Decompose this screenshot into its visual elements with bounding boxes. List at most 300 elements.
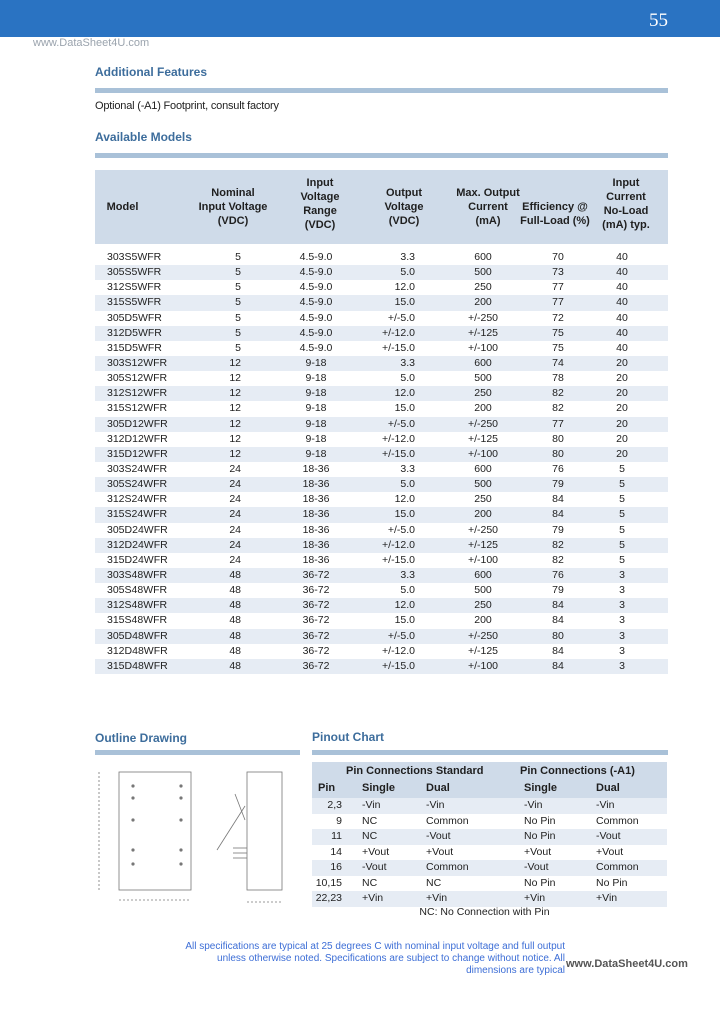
table-cell: 303S12WFR [107, 356, 168, 369]
table-cell: 312D48WFR [107, 644, 168, 657]
table-row [95, 265, 668, 280]
table-cell: +/-100 [467, 553, 499, 566]
table-cell: 24 [229, 462, 241, 475]
table-cell: +Vin [524, 892, 546, 904]
table-cell: 18-36 [302, 523, 330, 536]
table-cell: 200 [474, 296, 492, 309]
table-cell: 3 [619, 599, 625, 612]
table-cell: 80 [552, 629, 564, 642]
table-cell: 312S48WFR [107, 599, 168, 612]
table-cell: 15.0 [394, 614, 415, 627]
table-row [95, 629, 668, 644]
table-cell: -Vout [596, 830, 621, 842]
table-cell: 9-18 [305, 432, 327, 445]
table-cell: 5 [235, 266, 241, 279]
table-cell: 80 [552, 432, 564, 445]
table-cell: 77 [552, 281, 564, 294]
table-cell: No Pin [524, 830, 556, 842]
table-cell: 84 [552, 659, 564, 672]
table-cell: 36-72 [302, 644, 330, 657]
table-cell: 75 [552, 326, 564, 339]
table-cell: 315D48WFR [107, 659, 168, 672]
table-cell: 12.0 [394, 493, 415, 506]
table-cell: 312D24WFR [107, 538, 168, 551]
table-cell: 24 [229, 538, 241, 551]
table-cell: 312D5WFR [107, 326, 162, 339]
table-cell: +Vout [596, 845, 624, 858]
table-cell: 2,3 [327, 799, 342, 811]
table-cell: 5 [235, 341, 241, 354]
table-cell: 315D24WFR [107, 553, 168, 566]
table-cell: Common [426, 814, 469, 827]
table-cell: +/-15.0 [382, 659, 415, 672]
table-cell: -Vout [426, 830, 451, 842]
table-cell: 305S12WFR [107, 372, 168, 385]
table-cell: 5 [619, 493, 625, 506]
outline-drawing-image [95, 760, 300, 930]
table-cell: +/-15.0 [382, 341, 415, 354]
table-cell: Common [596, 861, 639, 873]
table-cell: 20 [616, 432, 628, 445]
table-cell: 303S5WFR [107, 251, 162, 263]
table-cell: 79 [552, 478, 564, 491]
table-row [95, 447, 668, 462]
table-cell: 24 [229, 508, 241, 521]
table-cell: 18-36 [302, 538, 330, 551]
table-cell: 305D5WFR [107, 311, 162, 324]
table-cell: 15.0 [394, 402, 415, 415]
table-cell: 18-36 [302, 493, 330, 506]
table-cell: 82 [552, 402, 564, 415]
column-header: Input Current No-Load (mA) typ. [602, 177, 650, 231]
table-cell: 40 [616, 341, 628, 354]
table-cell: 48 [229, 644, 241, 657]
table-cell: 40 [616, 251, 628, 263]
table-cell: 78 [552, 372, 564, 385]
pinout-chart-title: Pinout Chart [312, 730, 384, 744]
table-cell: -Vin [362, 799, 381, 811]
table-cell: 250 [474, 599, 492, 612]
pinout-table-body [312, 798, 667, 907]
table-cell: 600 [474, 356, 492, 369]
table-cell: 315D5WFR [107, 341, 162, 354]
table-cell: +/-100 [467, 447, 499, 460]
table-cell: 5 [235, 311, 241, 324]
table-cell: 24 [229, 553, 241, 566]
table-cell: 600 [474, 251, 492, 263]
table-cell: 9-18 [305, 372, 327, 385]
table-cell: +Vout [524, 845, 552, 858]
table-cell: 20 [616, 447, 628, 460]
table-row [95, 280, 668, 295]
table-cell: 3 [619, 659, 625, 672]
table-cell: 250 [474, 387, 492, 400]
table-row [95, 477, 668, 492]
column-header: Model [106, 201, 139, 213]
table-cell: 315S12WFR [107, 402, 168, 415]
table-cell: +/-100 [467, 341, 499, 354]
table-row [95, 507, 668, 522]
table-cell: 76 [552, 568, 564, 581]
table-cell: 5 [235, 281, 241, 294]
table-cell: +/-250 [467, 311, 499, 324]
additional-features-text: Optional (-A1) Footprint, consult factory [95, 100, 279, 112]
section-rule [95, 153, 668, 158]
table-cell: 77 [552, 417, 564, 430]
table-cell: +/-125 [467, 326, 499, 339]
table-cell: NC [362, 814, 378, 827]
table-cell: +/-12.0 [382, 326, 415, 339]
table-cell: 84 [552, 493, 564, 506]
table-row [95, 250, 668, 265]
table-cell: 12 [229, 387, 241, 400]
table-cell: 3.3 [400, 568, 415, 581]
table-cell: 315D12WFR [107, 447, 168, 460]
table-row [95, 568, 668, 583]
column-header: Max. Output Current (mA) [456, 187, 520, 227]
table-cell: +/-15.0 [382, 553, 415, 566]
table-row [312, 876, 667, 892]
column-header: Efficiency @ Full-Load (%) [520, 201, 590, 227]
table-cell: 303S48WFR [107, 568, 168, 581]
section-rule [95, 750, 300, 755]
table-cell: 315S5WFR [107, 296, 162, 309]
table-cell: 24 [229, 478, 241, 491]
table-cell: 5 [235, 326, 241, 339]
table-cell: +/-12.0 [382, 644, 415, 657]
header-bar [0, 0, 720, 37]
table-cell: 305D12WFR [107, 417, 168, 430]
table-row [312, 860, 667, 876]
table-cell: 312S5WFR [107, 281, 162, 294]
table-cell: -Vout [524, 861, 549, 873]
table-cell: 5 [619, 478, 625, 491]
table-row [95, 644, 668, 659]
page-number: 55 [649, 10, 668, 31]
table-cell: +/-125 [467, 432, 499, 445]
pin-group-header-standard: Pin Connections Standard [346, 765, 484, 777]
table-cell: +/-5.0 [387, 523, 415, 536]
table-cell: -Vin [426, 799, 445, 811]
table-cell: 40 [616, 281, 628, 294]
table-cell: 40 [616, 311, 628, 324]
table-row [95, 613, 668, 628]
table-cell: 3 [619, 629, 625, 642]
table-row [95, 356, 668, 371]
table-cell: +Vout [426, 845, 454, 858]
table-cell: +/-125 [467, 538, 499, 551]
table-cell: 500 [474, 478, 492, 491]
pin-sub-header: Pin [318, 782, 336, 794]
table-cell: +Vin [596, 892, 618, 904]
table-cell: NC [362, 830, 378, 842]
table-cell: 48 [229, 599, 241, 612]
section-rule [95, 88, 668, 93]
table-cell: 82 [552, 553, 564, 566]
table-cell: 250 [474, 493, 492, 506]
table-cell: 305S48WFR [107, 584, 168, 597]
table-cell: 12 [229, 447, 241, 460]
table-cell: 3.3 [400, 356, 415, 369]
table-cell: 3.3 [400, 251, 415, 263]
table-cell: 5 [619, 508, 625, 521]
table-cell: 84 [552, 644, 564, 657]
table-cell: 12 [229, 372, 241, 385]
table-cell: 76 [552, 462, 564, 475]
table-cell: 312D12WFR [107, 432, 168, 445]
table-cell: 40 [616, 266, 628, 279]
table-cell: 4.5-9.0 [299, 311, 333, 324]
table-cell: +/-15.0 [382, 447, 415, 460]
table-cell: 36-72 [302, 659, 330, 672]
table-row [95, 326, 668, 341]
table-cell: +Vout [362, 845, 390, 858]
table-cell: 3 [619, 584, 625, 597]
table-cell: 305D24WFR [107, 523, 168, 536]
table-cell: -Vout [362, 861, 387, 873]
table-cell: 72 [552, 311, 564, 324]
table-cell: 4.5-9.0 [299, 296, 333, 309]
table-cell: 36-72 [302, 629, 330, 642]
outline-drawing-title: Outline Drawing [95, 731, 188, 745]
table-cell: 9-18 [305, 356, 327, 369]
table-row [95, 401, 668, 416]
table-cell: 84 [552, 614, 564, 627]
table-cell: +/-12.0 [382, 432, 415, 445]
table-row [95, 553, 668, 568]
table-cell: Common [426, 861, 469, 873]
table-row [312, 798, 667, 814]
table-cell: 12.0 [394, 387, 415, 400]
table-cell: 75 [552, 341, 564, 354]
table-row [95, 371, 668, 386]
watermark-bottom: www.DataSheet4U.com [566, 958, 688, 970]
table-row [312, 845, 667, 861]
table-row [95, 417, 668, 432]
table-row [95, 386, 668, 401]
table-cell: 200 [474, 614, 492, 627]
table-cell: +/-5.0 [387, 311, 415, 324]
table-cell: 200 [474, 402, 492, 415]
pin-sub-header: Dual [426, 782, 450, 794]
table-row [95, 462, 668, 477]
table-cell: 22,23 [315, 892, 342, 904]
table-cell: 20 [616, 356, 628, 369]
table-cell: 18-36 [302, 478, 330, 491]
table-cell: 20 [616, 417, 628, 430]
table-cell: 36-72 [302, 599, 330, 612]
table-cell: 36-72 [302, 584, 330, 597]
table-cell: +/-100 [467, 659, 499, 672]
table-cell: No Pin [596, 876, 628, 889]
pinout-note: NC: No Connection with Pin [419, 906, 550, 918]
table-cell: 14 [330, 845, 342, 858]
table-cell: 315S24WFR [107, 508, 168, 521]
table-cell: 9-18 [305, 387, 327, 400]
table-cell: -Vin [524, 799, 543, 811]
table-cell: 12 [229, 402, 241, 415]
table-row [312, 891, 667, 907]
footnote: All specifications are typical at 25 degrees C with nominal input voltage and full output unless otherwise noted. Specifications are subject to change without notice. All dimensions are typical [185, 941, 565, 976]
table-cell: Common [596, 814, 639, 827]
table-cell: 9-18 [305, 447, 327, 460]
table-cell: +Vin [362, 892, 384, 904]
additional-features-title: Additional Features [95, 65, 208, 79]
models-table-header [95, 170, 668, 244]
table-cell: 15.0 [394, 508, 415, 521]
table-cell: 5.0 [400, 372, 415, 385]
table-row [95, 311, 668, 326]
models-table-body [95, 250, 668, 674]
table-cell: 48 [229, 629, 241, 642]
table-cell: 24 [229, 493, 241, 506]
table-cell: 48 [229, 584, 241, 597]
table-cell: 3 [619, 568, 625, 581]
table-cell: 600 [474, 462, 492, 475]
table-row [95, 583, 668, 598]
table-cell: 250 [474, 281, 492, 294]
table-cell: 500 [474, 372, 492, 385]
available-models-title: Available Models [95, 130, 192, 144]
table-cell: 312S24WFR [107, 493, 168, 506]
table-cell: 4.5-9.0 [299, 251, 333, 263]
table-cell: +/-5.0 [387, 417, 415, 430]
table-cell: NC [362, 876, 378, 889]
table-cell: 200 [474, 508, 492, 521]
table-cell: 40 [616, 296, 628, 309]
table-cell: 3.3 [400, 462, 415, 475]
table-cell: +/-12.0 [382, 538, 415, 551]
table-cell: +/-5.0 [387, 629, 415, 642]
table-row [95, 659, 668, 674]
table-cell: 4.5-9.0 [299, 341, 333, 354]
table-row [95, 538, 668, 553]
table-cell: No Pin [524, 814, 556, 827]
pin-sub-header: Single [362, 782, 396, 794]
table-cell: 4.5-9.0 [299, 281, 333, 294]
table-cell: 3 [619, 614, 625, 627]
table-cell: 5 [619, 523, 625, 536]
column-header: Input Voltage Range (VDC) [300, 177, 340, 231]
table-cell: 5 [235, 296, 241, 309]
table-cell: 305S5WFR [107, 266, 162, 279]
table-cell: 20 [616, 387, 628, 400]
table-row [95, 341, 668, 356]
table-cell: 305D48WFR [107, 629, 168, 642]
table-cell: 5 [235, 251, 241, 263]
watermark-top: www.DataSheet4U.com [33, 37, 150, 49]
table-cell: 12 [229, 417, 241, 430]
table-cell: 5.0 [400, 266, 415, 279]
table-cell: 24 [229, 523, 241, 536]
table-cell: 500 [474, 584, 492, 597]
table-cell: 20 [616, 372, 628, 385]
table-cell: 82 [552, 538, 564, 551]
table-row [95, 295, 668, 310]
table-cell: 5 [619, 553, 625, 566]
table-cell: 9-18 [305, 417, 327, 430]
column-header: Output Voltage (VDC) [384, 187, 424, 227]
table-cell: 73 [552, 266, 564, 279]
table-cell: 12 [229, 356, 241, 369]
table-row [95, 432, 668, 447]
table-cell: +/-125 [467, 644, 499, 657]
table-cell: 15.0 [394, 296, 415, 309]
table-cell: 48 [229, 614, 241, 627]
pin-sub-header: Single [524, 782, 558, 794]
table-cell: 18-36 [302, 508, 330, 521]
table-cell: +Vin [426, 892, 448, 904]
section-rule [312, 750, 668, 755]
table-cell: NC [426, 876, 442, 889]
table-cell: 40 [616, 326, 628, 339]
table-cell: 305S24WFR [107, 478, 168, 491]
table-cell: 9-18 [305, 402, 327, 415]
pinout-table-header [312, 762, 667, 798]
table-cell: 80 [552, 447, 564, 460]
table-cell: 9 [336, 814, 342, 827]
table-cell: +/-250 [467, 523, 499, 536]
table-cell: 12.0 [394, 281, 415, 294]
table-cell: 48 [229, 659, 241, 672]
table-cell: 84 [552, 599, 564, 612]
table-cell: 77 [552, 296, 564, 309]
table-row [312, 829, 667, 845]
pin-group-header-a1: Pin Connections (-A1) [520, 765, 635, 777]
table-row [95, 523, 668, 538]
table-cell: 5 [619, 462, 625, 475]
table-cell: 315S48WFR [107, 614, 168, 627]
table-cell: 74 [552, 356, 564, 369]
table-cell: 303S24WFR [107, 462, 168, 475]
table-cell: 18-36 [302, 462, 330, 475]
table-cell: +/-250 [467, 417, 499, 430]
table-row [312, 814, 667, 830]
table-cell: 48 [229, 568, 241, 581]
table-cell: 11 [331, 830, 342, 842]
table-cell: 12 [229, 432, 241, 445]
pin-sub-header: Dual [596, 782, 620, 794]
table-cell: 4.5-9.0 [299, 326, 333, 339]
table-cell: 4.5-9.0 [299, 266, 333, 279]
table-cell: 36-72 [302, 614, 330, 627]
table-cell: 82 [552, 387, 564, 400]
table-cell: No Pin [524, 876, 556, 889]
table-cell: 79 [552, 584, 564, 597]
table-row [95, 492, 668, 507]
table-cell: 312S12WFR [107, 387, 168, 400]
table-cell: 36-72 [302, 568, 330, 581]
table-row [95, 598, 668, 613]
table-cell: -Vin [596, 799, 615, 811]
table-cell: 5.0 [400, 584, 415, 597]
table-cell: 10,15 [315, 876, 342, 889]
table-cell: 70 [552, 251, 564, 263]
table-cell: 16 [330, 861, 342, 873]
table-cell: 600 [474, 568, 492, 581]
table-cell: 5 [619, 538, 625, 551]
table-cell: 20 [616, 402, 628, 415]
table-cell: 79 [552, 523, 564, 536]
table-cell: +/-250 [467, 629, 499, 642]
table-cell: 12.0 [394, 599, 415, 612]
table-cell: 5.0 [400, 478, 415, 491]
table-cell: 18-36 [302, 553, 330, 566]
column-header: Nominal Input Voltage (VDC) [198, 187, 268, 227]
table-cell: 500 [474, 266, 492, 279]
table-cell: 84 [552, 508, 564, 521]
table-cell: 3 [619, 644, 625, 657]
